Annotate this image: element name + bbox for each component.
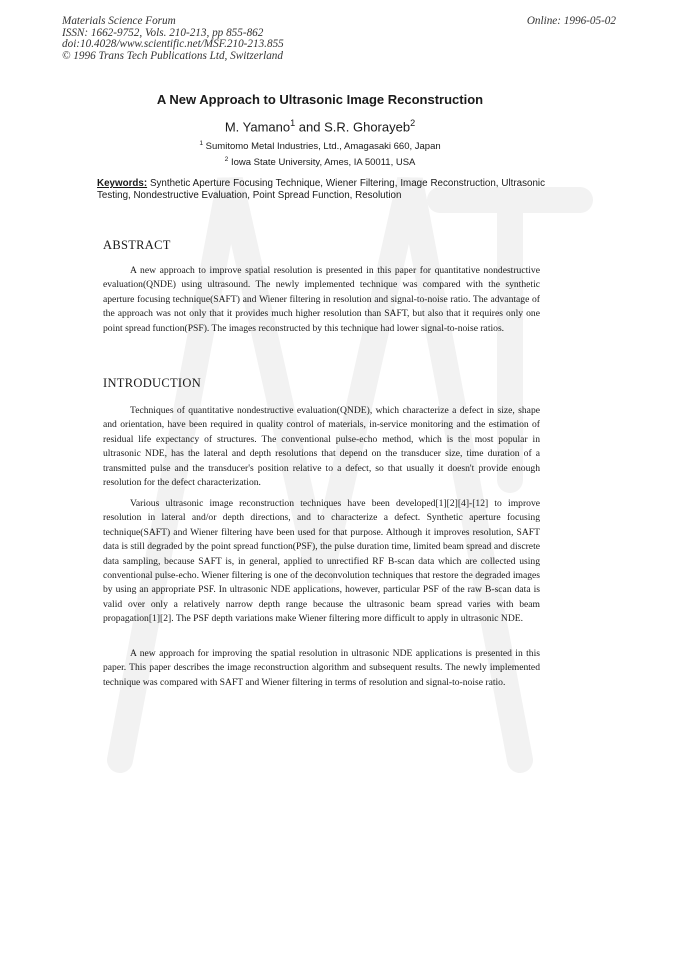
doi-link[interactable]: doi:10.4028/www.scientific.net/MSF.210-213.855: [62, 38, 284, 51]
introduction-heading: INTRODUCTION: [103, 376, 202, 390]
copyright-line: © 1996 Trans Tech Publications Ltd, Switzerland: [62, 49, 283, 62]
author-connector: and: [295, 119, 325, 135]
journal-name: Materials Science Forum: [62, 15, 176, 27]
affiliation-2-mark: 2: [224, 156, 229, 163]
affiliation-2: [0, 156, 640, 168]
keywords-text: Synthetic Aperture Focusing Technique, Wiener Filtering, Image Reconstruction, Ultrasonic Testing, Nondestructive Evaluation, Point Spread Function, Resolution: [97, 178, 545, 201]
intro-paragraph-3: A new approach for improving the spatial resolution in ultrasonic NDE applications is presented in this paper. This paper describes the image reconstruction algorithm and subsequent results. The newly implemented technique was compared with SAFT and Wiener filtering in terms of resolution and signal-to-noise ratio.: [103, 648, 540, 688]
abstract-heading: ABSTRACT: [103, 238, 171, 252]
affiliation-2-text: Iowa State University, Ames, IA 50011, USA: [230, 157, 416, 169]
keywords-label: Keywords:: [97, 178, 148, 189]
intro-paragraph-1: Techniques of quantitative nondestructive evaluation(QNDE), which characterize a defect in size, shape and orientation, have been required in quality control of materials, in-service monitoring and the estimation of residual life expectancy of structures. The conventional pulse-echo method, which is the most popular in ultrasonic NDE, has the lateral and depth resolutions that depend on the transducer size, time duration of a transmitted pulse and the transducer's position relative to a defect, so that usually it doesn't provide enough resolution for the defect characterization.: [103, 405, 540, 489]
affiliation-1: [0, 140, 640, 152]
author-2-mark: 2: [410, 118, 416, 128]
affiliation-1-text: Sumitomo Metal Industries, Ltd., Amagasaki 660, Japan: [205, 141, 441, 153]
author-2: S.R. Ghorayeb: [324, 119, 411, 135]
keywords: [97, 178, 545, 202]
author-1-mark: 1: [290, 118, 296, 128]
abstract-paragraph: A new approach to improve spatial resolution is presented in this paper for quantitative nondestructive evaluation(QNDE) using ultrasound. The newly implemented technique was compared with the synthetic aperture focusing technique(SAFT) and Wiener filtering in resolution and signal-to-noise ratio. The advantage of the approach was not only that it provides much higher resolution than SAFT, but also that it requires only one point spread function(PSF). The images reconstructed by this technique had lower signal-to-noise ratios.: [103, 265, 540, 334]
online-date: Online: 1996-05-02: [526, 15, 616, 27]
affiliation-1-mark: 1: [199, 140, 204, 147]
issn-line: ISSN: 1662-9752, Vols. 210-213, pp 855-862: [62, 26, 264, 39]
author-1: M. Yamano: [224, 119, 291, 135]
author-line: [0, 118, 640, 134]
journal-header: [62, 16, 284, 62]
intro-paragraph-2: Various ultrasonic image reconstruction techniques have been developed[1][2][4]-[12] to improve resolution in lateral and/or depth directions, and to characterize a defect. Synthetic aperture focusing technique(SAFT) and Wiener filtering have been used for that purpose. Although it improves resolution, SAFT data is still degraded by the point spread function(PSF), the pulse duration time, limited beam spread and discrete data sampling, because SAFT is, in general, applied to unrectified RF B-scan data which are collected using conventional pulse-echo. Wiener filtering is one of the deconvolution techniques that restore the degraded images by using an appropriate PSF. In ultrasonic NDE applications, however, particular PSF of the raw B-scan data is valid over only a relatively narrow depth range because the ultrasonic beam spread varies with beam propagation[1][2]. The PSF depth variations make Wiener filtering more difficult to apply in ultrasonic NDE.: [103, 498, 540, 625]
paper-title: A New Approach to Ultrasonic Image Reconstruction: [156, 92, 484, 107]
